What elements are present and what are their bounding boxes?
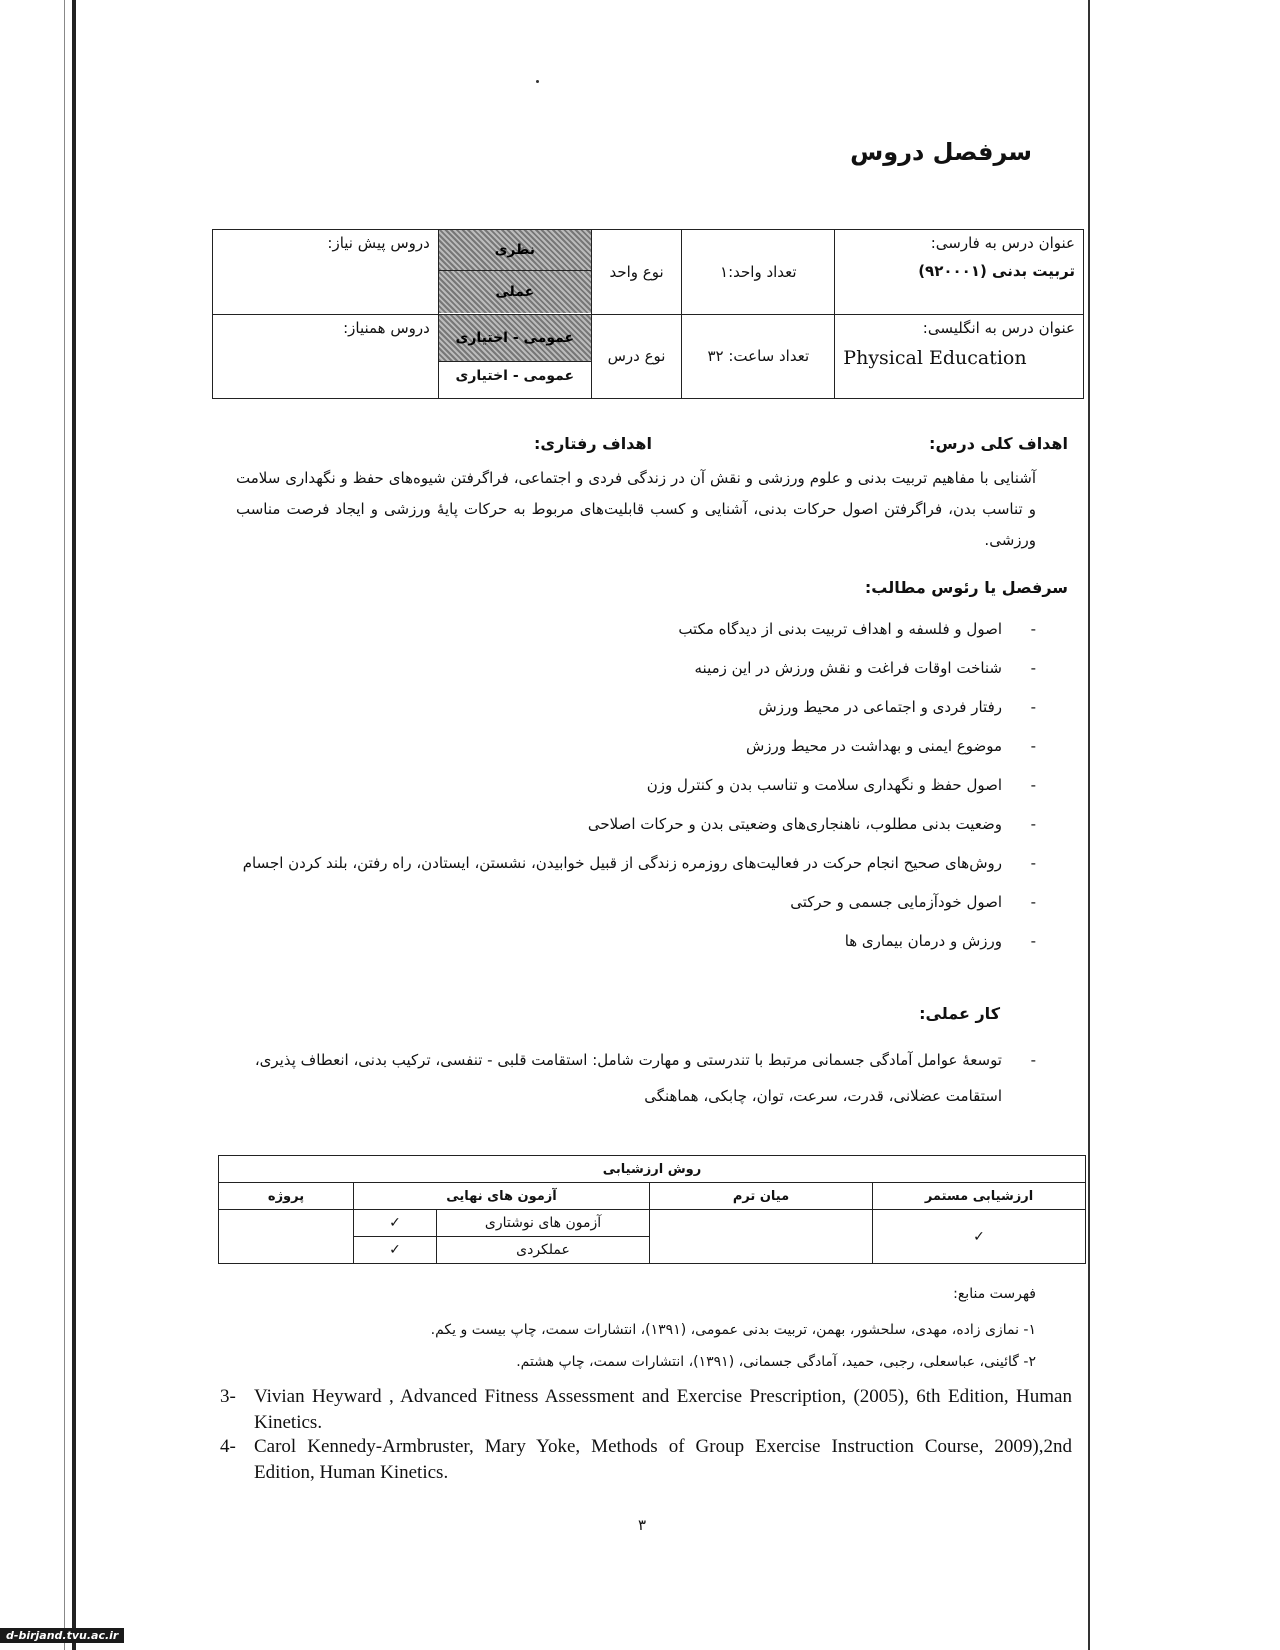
page-number: ۳ [638,1516,647,1534]
coreq-cell [213,314,439,399]
topics-list [204,612,1036,963]
list-dash: - [1030,659,1036,677]
topic-text: رفتار فردی و اجتماعی در محیط ورزش [758,698,1002,716]
fa-title-value: تربیت بدنی (۹۲۰۰۰۱) [918,262,1075,280]
topic-item [204,729,1036,768]
goals-paragraph: آشنایی با مفاهیم تربیت بدنی و علوم ورزشی و نقش آن در زندگی فردی و اجتماعی، فراگرفتن شیوه‌های حفظ و نگهداری سلامت و تناسب بدن، فراگرفتن اصول حرکات بدنی، آشنایی و کسب قابلیت‌های مربوط به حرکات پایهٔ ورزشی و ایجاد فرصت مناسب ورزشی. [236,469,1036,549]
topics-heading: سرفصل یا رئوس مطالب: [864,578,1068,597]
topic-text: روش‌های صحیح انجام حرکت در فعالیت‌های روزمره زندگی از قبیل خوابیدن، نشستن، ایستادن، راه رفتن، بلند کردن اجسام [242,854,1002,872]
coreq-label: دروس همنیاز: [343,318,430,337]
unit-type-option-theory: نظری [439,230,591,271]
practical-heading: کار عملی: [919,1004,1000,1023]
list-dash: - [1030,698,1036,716]
topic-item [204,924,1036,963]
list-dash: - [1030,1051,1036,1069]
evaluation-table [218,1155,1086,1264]
practical-item [204,1042,1036,1114]
eval-col-final: آزمون های نهایی [354,1183,650,1210]
eval-performance: عملکردی [437,1237,650,1264]
reference-en-3 [220,1384,1072,1436]
topic-text: اصول خودآزمایی جسمی و حرکتی [790,893,1002,911]
practical-text: توسعهٔ عوامل آمادگی جسمانی مرتبط با تندرستی و مهارت شامل: استقامت قلبی - تنفسی، ترکیب بدنی، انعطاف پذیری، استقامت عضلانی، قدرت، سرعت، توان، چابکی، هماهنگی [254,1051,1002,1105]
prereq-label: دروس پیش نیاز: [327,234,430,252]
list-dash: - [1030,893,1036,911]
course-type-label: نوع درس [591,314,682,399]
course-type-selected: عمومی - اختیاری [455,367,575,384]
reference-number: 3- [220,1386,236,1407]
topic-item [204,690,1036,729]
eval-col-midterm: میان ترم [650,1183,873,1210]
list-dash: - [1030,815,1036,833]
unit-type-options [438,230,591,315]
eval-midterm-cell [650,1210,873,1264]
topic-text: شناخت اوقات فراغت و نقش ورزش در این زمینه [694,659,1002,677]
reference-text: Carol Kennedy-Armbruster, Mary Yoke, Methods of Group Exercise Instruction Course, 2009),2nd Edition, Human Kinetics. [254,1436,1072,1483]
topic-item [204,807,1036,846]
scan-edge-left-thin [64,0,65,1650]
eval-written-check: ✓ [354,1210,437,1237]
reference-fa-2: ۲- گائینی، عباسعلی، رجبی، حمید، آمادگی جسمانی، (۱۳۹۱)، انتشارات سمت، چاپ هشتم. [516,1354,1036,1370]
topic-item [204,846,1036,885]
hours-cell: تعداد ساعت: ۳۲ [682,314,835,399]
reference-en-4 [220,1434,1072,1486]
eval-continuous-check: ✓ [873,1210,1086,1264]
topic-item [204,651,1036,690]
page-title: سرفصل دروس [850,138,1032,166]
course-type-options [438,314,591,399]
topic-text: اصول حفظ و نگهداری سلامت و تناسب بدن و کنترل وزن [646,776,1002,794]
list-dash: - [1030,620,1036,638]
reference-number: 4- [220,1436,236,1457]
topic-text: ورزش و درمان بیماری ها [844,932,1002,950]
list-dash: - [1030,932,1036,950]
evaluation-title: روش ارزشیابی [219,1156,1086,1183]
list-dash: - [1030,854,1036,872]
site-watermark: d-birjand.tvu.ac.ir [0,1628,124,1643]
eval-col-project: پروژه [219,1183,354,1210]
unit-type-option-practical: عملی [439,271,591,313]
scan-edge-right [1088,0,1090,1650]
topic-item [204,768,1036,807]
references-heading: فهرست منابع: [953,1286,1036,1302]
general-goals-heading: اهداف کلی درس: [929,434,1068,453]
course-type-option-stamped: عمومی - اختیاری [439,315,591,362]
en-title-value: Physical Education [843,346,1027,369]
topic-text: وضعیت بدنی مطلوب، ناهنجاری‌های وضعیتی بدن و حرکات اصلاحی [587,815,1002,833]
list-dash: - [1030,737,1036,755]
units-cell: تعداد واحد:۱ [682,230,835,315]
eval-project-cell [219,1210,354,1264]
behavioral-goals-heading: اهداف رفتاری: [534,434,652,453]
eval-col-continuous: ارزشیابی مستمر [873,1183,1086,1210]
topic-text: اصول و فلسفه و اهداف تربیت بدنی از دیدگاه مکتب [678,620,1002,638]
unit-type-label: نوع واحد [591,230,682,315]
scan-speck [536,80,539,83]
eval-performance-check: ✓ [354,1237,437,1264]
prereq-cell [213,230,439,315]
list-dash: - [1030,776,1036,794]
reference-text: Vivian Heyward , Advanced Fitness Assessment and Exercise Prescription, (2005), 6th Edition, Human Kinetics. [254,1386,1072,1433]
en-title-label: عنوان درس به انگلیسی: [922,318,1075,337]
scan-edge-left [72,0,76,1650]
topic-text: موضوع ایمنی و بهداشت در محیط ورزش [746,737,1002,755]
reference-fa-1: ۱- نمازی زاده، مهدی، سلحشور، بهمن، تربیت بدنی عمومی، (۱۳۹۱)، انتشارات سمت، چاپ بیست و یکم. [430,1322,1036,1338]
en-title-cell [835,314,1084,399]
topic-item [204,612,1036,651]
fa-title-label: عنوان درس به فارسی: [930,234,1075,252]
fa-title-cell [835,230,1084,315]
course-info-table [212,229,1084,399]
topic-item [204,885,1036,924]
eval-written-exam: آزمون های نوشتاری [437,1210,650,1237]
